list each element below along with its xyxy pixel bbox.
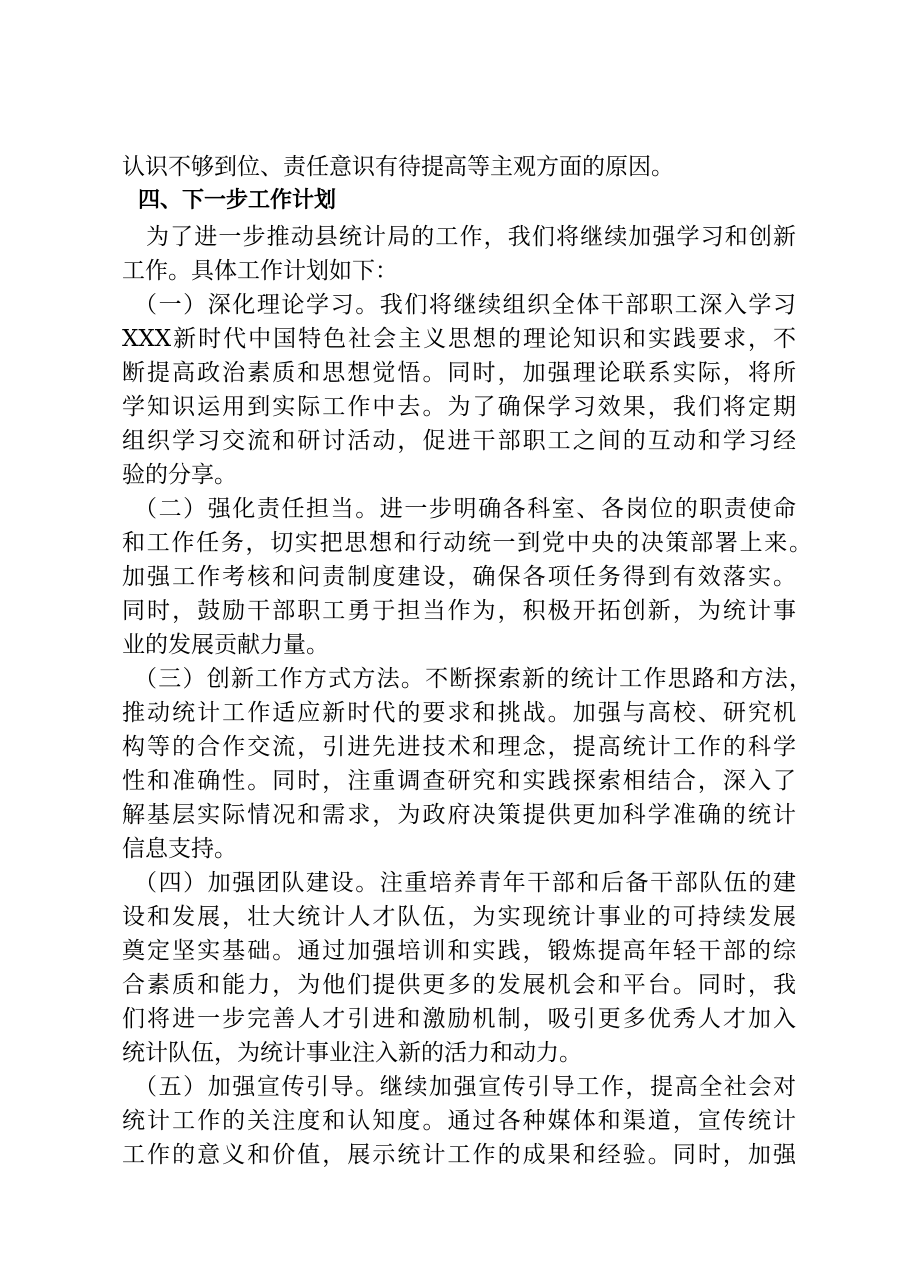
text-line: 同时，鼓励干部职工勇于担当作为，积极开拓创新，为统计事 — [122, 598, 796, 624]
section-heading: 四、下一步工作计划 — [138, 188, 337, 213]
text-line: 加强工作考核和问责制度建设，确保各项任务得到有效落实。 — [122, 564, 796, 590]
text-line: 和工作任务，切实把思想和行动统一到党中央的决策部署上来。 — [122, 530, 812, 556]
text-line: 统计队伍，为统计事业注入新的活力和动力。 — [122, 1040, 582, 1066]
text-line: 工作。具体工作计划如下： — [122, 258, 398, 284]
text-line: 信息支持。 — [122, 836, 237, 862]
text-line: 断提高政治素质和思想觉悟。同时，加强理论联系实际，将所 — [122, 360, 796, 386]
text-line: （一）深化理论学习。我们将继续组织全体干部职工深入学习 — [134, 292, 796, 318]
text-line: 奠定坚实基础。通过加强培训和实践，锻炼提高年轻干部的综 — [122, 938, 796, 964]
text-line: 们将进一步完善人才引进和激励机制，吸引更多优秀人才加入 — [122, 1006, 796, 1032]
text-line: 性和准确性。同时，注重调查研究和实践探索相结合，深入了 — [122, 768, 796, 794]
text-line: 工作的意义和价值，展示统计工作的成果和经验。同时，加强 — [122, 1142, 796, 1168]
text-line: 统计工作的关注度和认知度。通过各种媒体和渠道，宣传统计 — [122, 1108, 796, 1134]
text-line: 构等的合作交流，引进先进技术和理念，提高统计工作的科学 — [122, 734, 796, 760]
text-line: 认识不够到位、责任意识有待提高等主观方面的原因。 — [122, 154, 674, 180]
text-line: （三）创新工作方式方法。不断探索新的统计工作思路和方法， — [134, 666, 812, 692]
text-line: 组织学习交流和研讨活动，促进干部职工之间的互动和学习经 — [122, 428, 796, 454]
text-line: 设和发展，壮大统计人才队伍，为实现统计事业的可持续发展 — [122, 904, 796, 930]
text-line: 学知识运用到实际工作中去。为了确保学习效果，我们将定期 — [122, 394, 796, 420]
text-line: 推动统计工作适应新时代的要求和挑战。加强与高校、研究机 — [122, 700, 796, 726]
text-line: 验的分享。 — [122, 462, 237, 488]
text-line: （五）加强宣传引导。继续加强宣传引导工作，提高全社会对 — [134, 1074, 796, 1100]
text-line: XXX新时代中国特色社会主义思想的理论知识和实践要求，不 — [122, 326, 796, 352]
text-line: 业的发展贡献力量。 — [122, 632, 329, 658]
text-line: 解基层实际情况和需求，为政府决策提供更加科学准确的统计 — [122, 802, 796, 828]
text-line: （二）强化责任担当。进一步明确各科室、各岗位的职责使命 — [134, 496, 796, 522]
text-line: （四）加强团队建设。注重培养青年干部和后备干部队伍的建 — [134, 870, 796, 896]
text-line: 为了进一步推动县统计局的工作，我们将继续加强学习和创新 — [146, 224, 796, 250]
text-line: 合素质和能力，为他们提供更多的发展机会和平台。同时，我 — [122, 972, 796, 998]
